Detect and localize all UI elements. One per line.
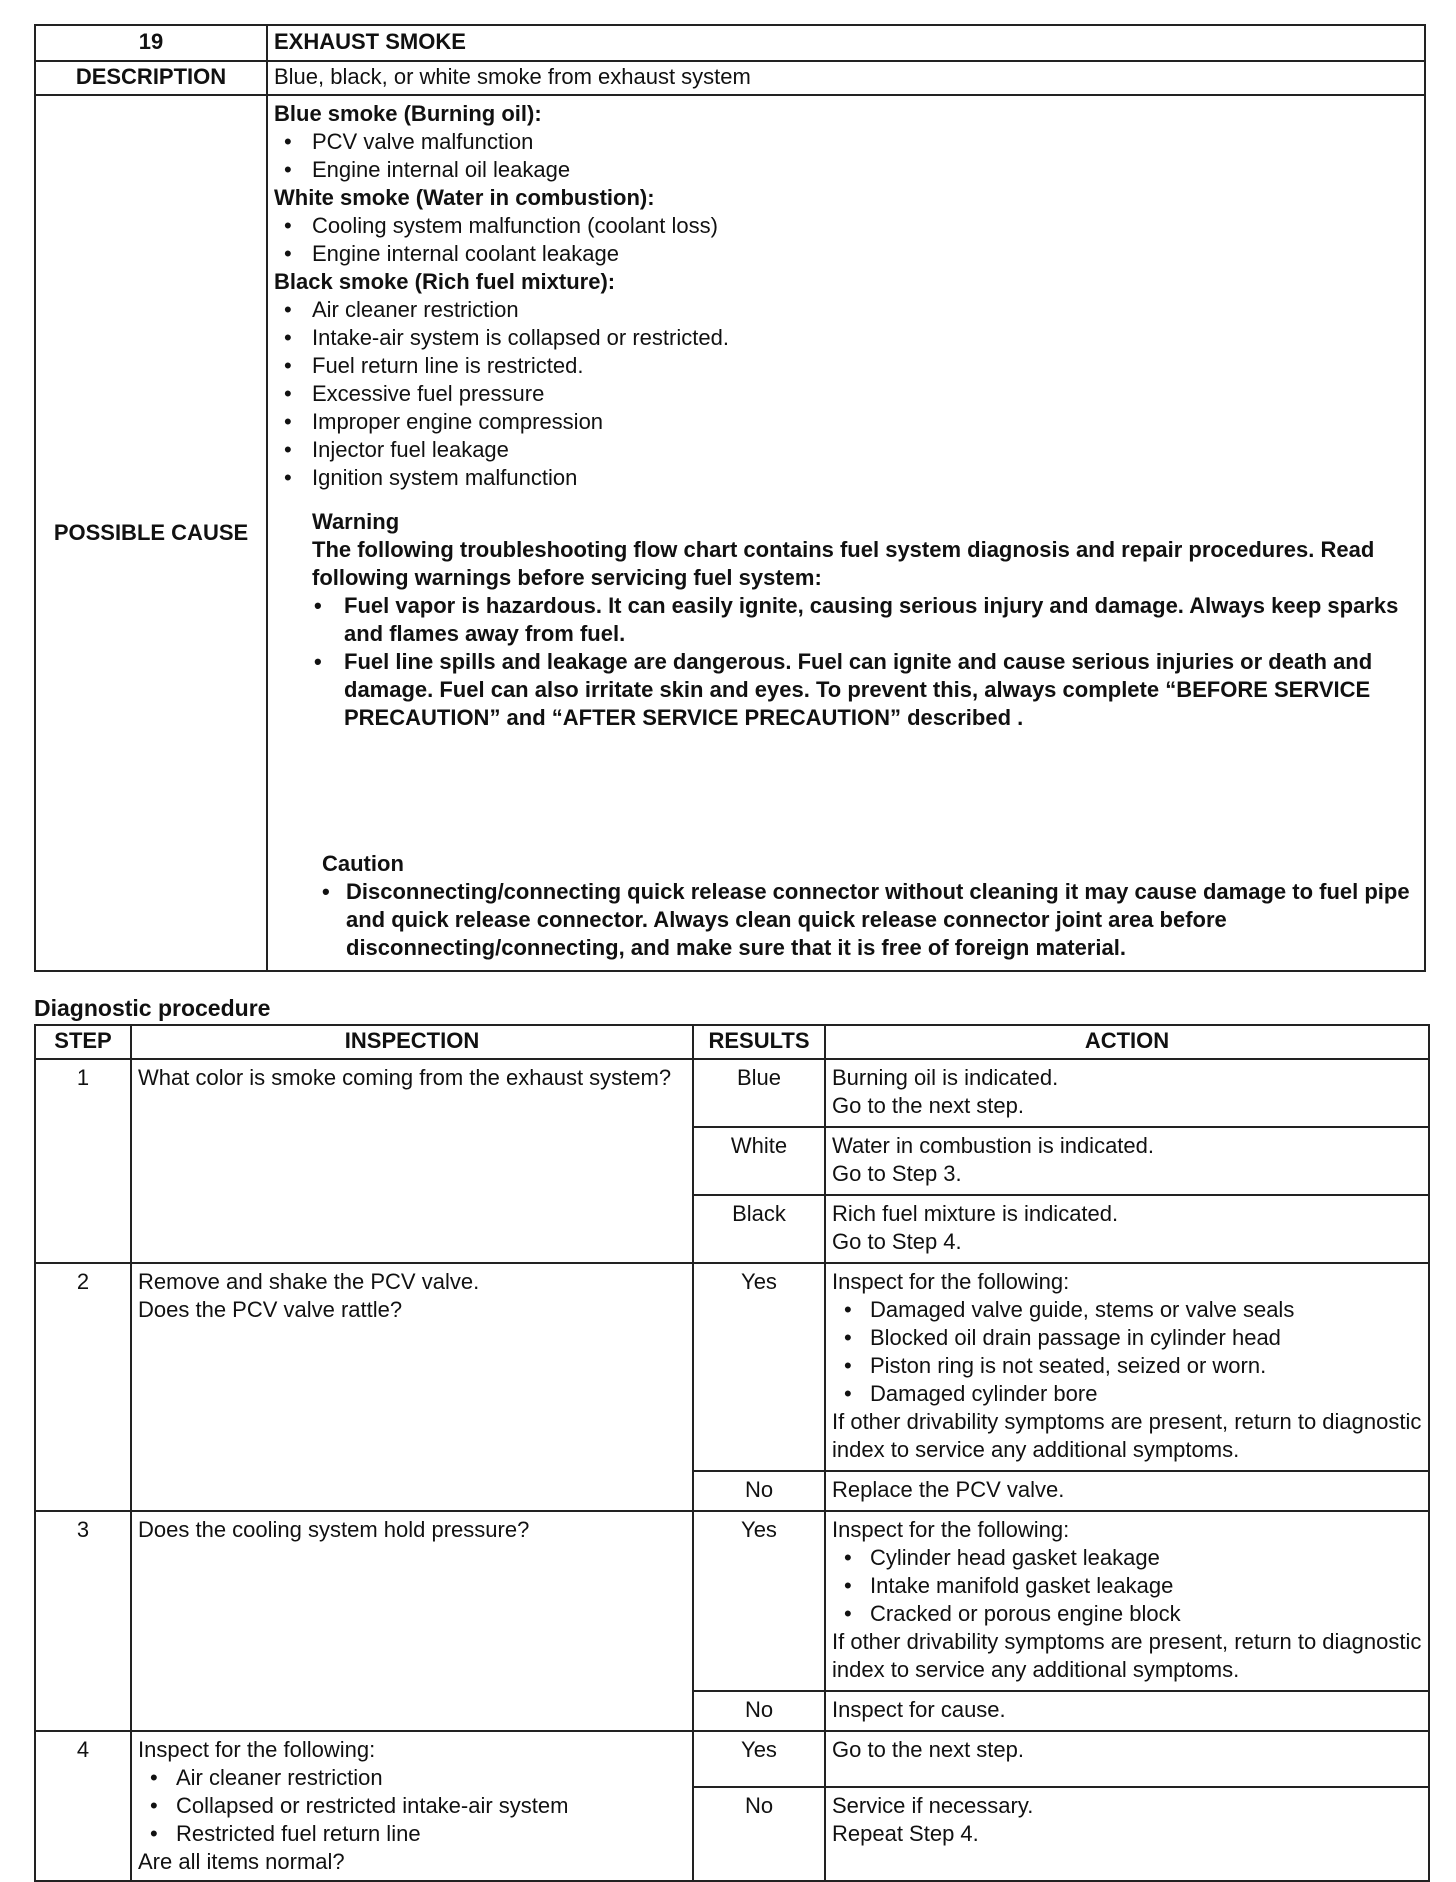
action-item: • Piston ring is not seated, seized or worn. [832,1352,1422,1380]
action-line: Repeat Step 4. [832,1820,979,1846]
action-line: Rich fuel mixture is indicated. [832,1201,1119,1226]
symptom-title: EXHAUST SMOKE [267,25,1425,61]
action-item: • Cylinder head gasket leakage [832,1544,1422,1572]
inspection-question: Are all items normal? [138,1849,345,1874]
cause-item: • PCV valve malfunction [274,128,1418,156]
step-action: Go to the next step. [825,1731,1429,1787]
step-number: 4 [35,1731,131,1881]
step-action [825,1059,1429,1127]
column-header-inspection: INSPECTION [131,1025,693,1059]
step-result: No [693,1787,825,1881]
action-item: • Blocked oil drain passage in cylinder head [832,1324,1422,1352]
inspection-item: • Air cleaner restriction [138,1764,686,1792]
caution-item: • Disconnecting/connecting quick release connector without cleaning it may cause damage to fuel pipe and quick release connector. Always clean quick release connector joint area before disconnecting/connecting, and make sure that it is free of foreign material. [322,878,1418,962]
warning-item: • Fuel vapor is hazardous. It can easily ignite, causing serious injury and damage. Always keep sparks and flames away from fuel. [312,592,1418,648]
step-action: Inspect for cause. [825,1691,1429,1731]
table-row [35,1731,1429,1787]
possible-cause-label: POSSIBLE CAUSE [35,95,267,971]
column-header-results: RESULTS [693,1025,825,1059]
table-row [35,1263,1429,1471]
possible-cause-row [35,95,1425,971]
step-result: No [693,1471,825,1511]
step-result: Blue [693,1059,825,1127]
cause-item: • Improper engine compression [274,408,1418,436]
action-item: • Damaged valve guide, stems or valve seals [832,1296,1422,1324]
step-action [825,1263,1429,1471]
inspection-intro: Inspect for the following: [138,1737,376,1762]
cause-item: • Ignition system malfunction [274,464,1418,492]
description-label: DESCRIPTION [35,61,267,95]
cause-item: • Fuel return line is restricted. [274,352,1418,380]
step-result: Yes [693,1731,825,1787]
warning-item: • Fuel line spills and leakage are dangerous. Fuel can ignite and cause serious injuries or death and damage. Fuel can also irritate skin and eyes. To prevent this, always complete “BEFORE SERVICE PRECAUTION” and “AFTER SERVICE PRECAUTION” described . [312,648,1418,732]
warning-title: Warning [312,509,400,534]
action-note: If other drivability symptoms are present, return to diagnostic index to service any additional symptoms. [832,1629,1422,1682]
step-result: Yes [693,1511,825,1691]
step-inspection: What color is smoke coming from the exhaust system? [131,1059,693,1263]
cause-heading: White smoke (Water in combustion): [274,185,655,210]
step-action: Replace the PCV valve. [825,1471,1429,1511]
action-line: Service if necessary. [832,1792,1034,1818]
page [34,24,1426,1882]
symptom-header-row [35,25,1425,61]
step-action [825,1195,1429,1263]
action-line: Go to Step 4. [832,1229,962,1254]
action-line: Burning oil is indicated. [832,1065,1059,1090]
step-number: 1 [35,1059,131,1263]
cause-item: • Injector fuel leakage [274,436,1418,464]
cause-group-white [274,184,1418,268]
action-intro: Inspect for the following: [832,1517,1070,1542]
symptom-number: 19 [35,25,267,61]
column-header-step: STEP [35,1025,131,1059]
cause-item: • Engine internal oil leakage [274,156,1418,184]
step-inspection [131,1263,693,1511]
description-text: Blue, black, or white smoke from exhaust system [267,61,1425,95]
inspection-line: Does the PCV valve rattle? [138,1297,403,1322]
step-number: 2 [35,1263,131,1511]
warning-block [274,508,1418,732]
action-item: • Intake manifold gasket leakage [832,1572,1422,1600]
cause-item: • Engine internal coolant leakage [274,240,1418,268]
diagnostic-procedure-table [34,1024,1430,1882]
action-line: Go to the next step. [832,1093,1025,1118]
step-action [825,1787,1429,1881]
action-item: • Cracked or porous engine block [832,1600,1422,1628]
step-result: White [693,1127,825,1195]
step-inspection: Does the cooling system hold pressure? [131,1511,693,1731]
symptom-table [34,24,1426,972]
step-action [825,1127,1429,1195]
inspection-item: • Collapsed or restricted intake-air system [138,1792,686,1820]
cause-group-blue [274,100,1418,184]
table-row [35,1059,1429,1127]
caution-block [274,850,1418,962]
warning-intro: The following troubleshooting flow chart contains fuel system diagnosis and repair procedures. Read following warnings before servicing fuel system: [312,537,1375,590]
step-result: Yes [693,1263,825,1471]
step-result: Black [693,1195,825,1263]
diagnostic-procedure-title: Diagnostic procedure [34,995,271,1021]
possible-cause-content [267,95,1425,971]
step-inspection [131,1731,693,1881]
action-item: • Damaged cylinder bore [832,1380,1422,1408]
inspection-item: • Restricted fuel return line [138,1820,686,1848]
action-intro: Inspect for the following: [832,1269,1070,1294]
cause-group-black [274,268,1418,492]
description-row [35,61,1425,95]
column-header-action: ACTION [825,1025,1429,1059]
cause-item: • Intake-air system is collapsed or restricted. [274,324,1418,352]
procedure-header-row [35,1025,1429,1059]
table-row [35,1511,1429,1691]
cause-item: • Cooling system malfunction (coolant loss) [274,212,1418,240]
step-result: No [693,1691,825,1731]
cause-heading: Black smoke (Rich fuel mixture): [274,269,616,294]
caution-title: Caution [322,851,404,876]
cause-item: • Air cleaner restriction [274,296,1418,324]
cause-heading: Blue smoke (Burning oil): [274,101,542,126]
action-line: Go to Step 3. [832,1161,962,1186]
action-line: Water in combustion is indicated. [832,1133,1154,1158]
inspection-line: Remove and shake the PCV valve. [138,1269,480,1294]
action-note: If other drivability symptoms are present, return to diagnostic index to service any additional symptoms. [832,1409,1422,1462]
step-action [825,1511,1429,1691]
cause-item: • Excessive fuel pressure [274,380,1418,408]
step-number: 3 [35,1511,131,1731]
